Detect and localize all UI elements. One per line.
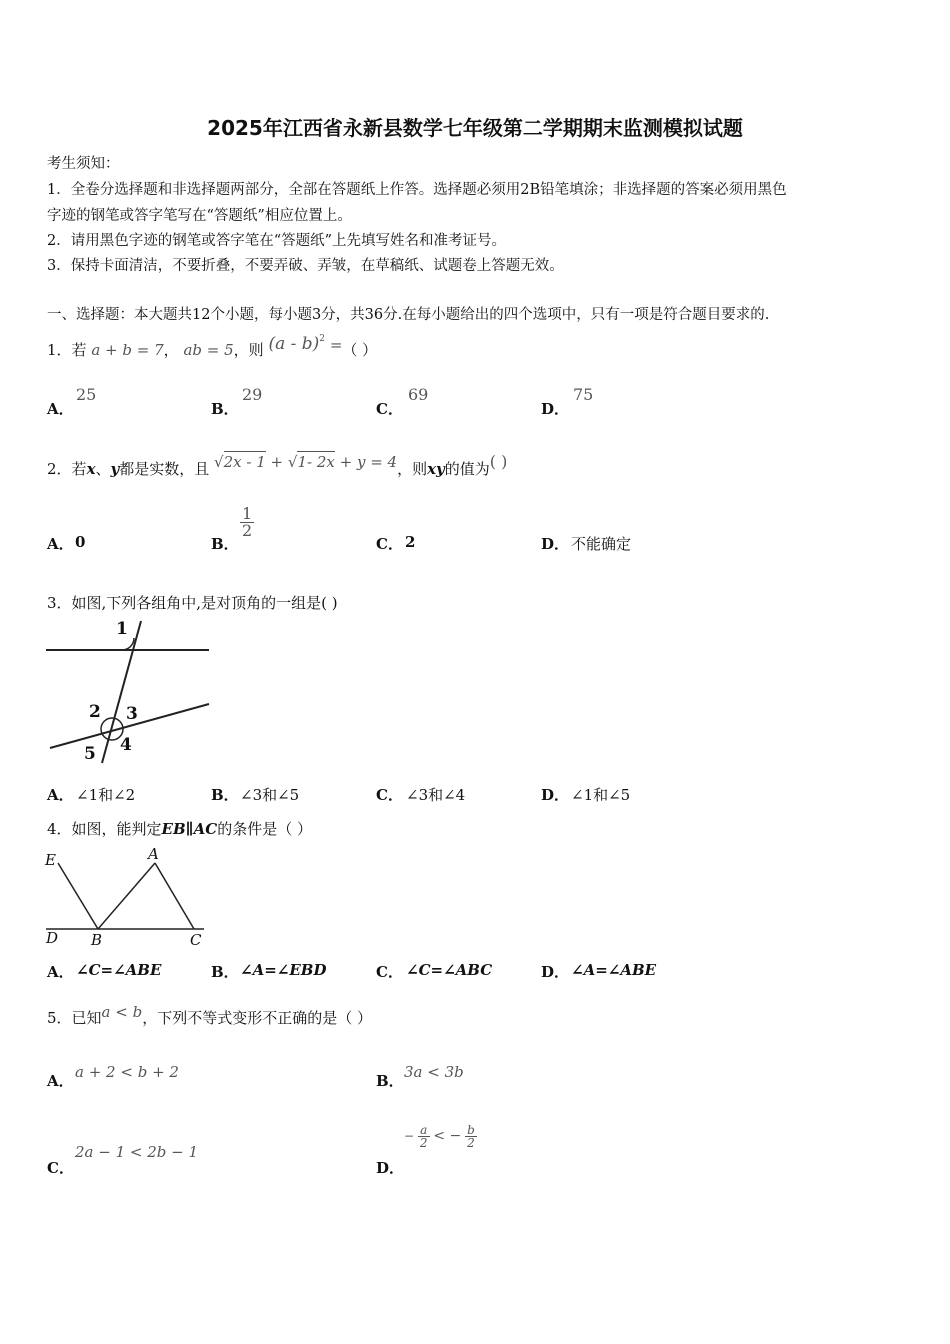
stem-text: ，则 [397,460,428,478]
numerator: 1 [242,504,253,523]
q3-option-b-value: ∠3和∠5 [240,786,300,804]
q5-option-c-value: 2a − 1 < 2b − 1 [75,1143,199,1161]
stem-text: （ ） [342,341,378,359]
math-expression: a < b [101,1003,143,1021]
less-than-sign: < − [433,1128,462,1144]
angle-label-2: 2 [89,702,101,722]
radicand: 1- 2x [297,453,335,471]
q2-option-c-letter[interactable]: C． [376,535,403,553]
question-2-stem [47,452,508,479]
angle-label-5: 5 [84,744,96,764]
q1-option-d-value: 75 [573,385,594,404]
question-number: 2． [47,460,72,478]
q4-option-a-value: ∠C=∠ABE [76,961,162,979]
stem-text: 若 [71,460,87,478]
point-label-b: B [91,931,103,949]
q2-option-d-value: 不能确定 [571,535,632,553]
q4-option-d-letter[interactable]: D． [541,963,570,981]
radicand: 2x - 1 [223,453,266,471]
question-4-stem [47,818,312,839]
segment-ba [98,863,155,929]
q3-option-d-letter[interactable]: D． [541,786,570,804]
q3-option-c-value: ∠3和∠4 [406,786,466,804]
q1-option-b-letter[interactable]: B． [211,400,239,418]
q2-option-c-value: 2 [405,533,416,551]
point-label-d: D [46,929,59,947]
q5-option-c-letter[interactable]: C． [47,1159,74,1177]
math-expression: ab = 5 [183,341,234,359]
notice-heading: 考生须知： [47,156,120,172]
stem-text: 的值为 [444,460,490,478]
numerator: b [467,1123,475,1137]
segment-ac [155,863,194,929]
q4-option-b-letter[interactable]: B． [211,963,239,981]
stem-text: ， [163,341,179,359]
page-title: 2025年江西省永新县数学七年级第二学期期末监测模拟试题 [207,116,743,140]
q4-triangle-figure [44,845,214,950]
q2-option-b-fraction [240,506,254,539]
stem-text: 都是实数，且 [119,460,210,478]
variable-x: x [86,460,96,478]
denominator: 2 [419,1136,428,1150]
exponent: 2 [319,334,326,344]
q5-option-d-letter[interactable]: D． [376,1159,405,1177]
angle-label-3: 3 [126,704,138,724]
q5-option-d-value [404,1124,477,1149]
section-heading: 一、选择题：本大题共12个小题，每小题3分，共36分.在每小题给出的四个选项中，只有一项是符合题目要求的. [47,307,770,323]
stem-text: 5．已知 [47,1009,102,1027]
q3-option-c-letter[interactable]: C． [376,786,403,804]
notice-line-4: 3．保持卡面清洁，不要折叠，不要弄破、弄皱，在草稿纸、试题卷上答题无效。 [47,258,564,274]
q1-option-b-value: 29 [242,385,263,404]
variable-xy: xy [427,460,445,478]
angle-label-1: 1 [116,619,128,639]
equals-sign: = [329,336,343,354]
question-3-stem: 3．如图,下列各组角中,是对顶角的一组是( ) [47,594,338,612]
math-expression: (a - b) [268,334,320,354]
stem-text: ，则 [233,341,264,359]
q3-option-b-letter[interactable]: B． [211,786,239,804]
q2-option-a-value: 0 [75,533,86,551]
point-label-e: E [45,851,56,869]
math-expression: a + b = 7 [91,341,164,359]
q1-option-c-letter[interactable]: C． [376,400,403,418]
point-label-a: A [148,845,159,863]
q3-option-a-value: ∠1和∠2 [76,786,136,804]
variable-y: y [110,460,120,478]
plus-sign: + [270,453,284,471]
notice-line-3: 2．请用黑色字迹的钢笔或答字笔在“答题纸”上先填写姓名和准考证号。 [47,233,507,249]
q2-option-b-letter[interactable]: B． [211,535,239,553]
numerator: a [418,1124,430,1137]
q2-option-d-letter[interactable]: D． [541,535,570,553]
q4-option-b-value: ∠A=∠EBD [240,961,327,979]
q2-option-a-letter[interactable]: A． [47,535,74,553]
angle-1-arc [122,638,134,650]
q5-option-a-letter[interactable]: A． [47,1072,74,1090]
radical-expression: √2x - 1 + √1- 2x + y = 4 [214,453,398,471]
minus-sign: − [404,1129,415,1143]
stem-text: 、 [95,460,111,478]
q1-option-c-value: 69 [408,385,429,404]
q1-option-d-letter[interactable]: D． [541,400,570,418]
q4-option-c-value: ∠C=∠ABC [406,961,493,979]
stem-text: ，下列不等式变形不正确的是（ ） [142,1009,372,1027]
stem-text: 若 [71,341,87,359]
math-expression: + y = 4 [339,453,398,471]
question-number: 1． [47,341,72,359]
q5-option-b-letter[interactable]: B． [376,1072,404,1090]
segment-eb [58,863,98,929]
question-1-stem [47,334,378,360]
q5-option-b-value: 3a < 3b [404,1063,464,1081]
notice-line-1: 1．全卷分选择题和非选择题两部分，全部在答题纸上作答。选择题必须用2B铅笔填涂；非选择题的答案必须用黑色 [47,182,787,198]
notice-line-2: 字迹的钢笔或答字笔写在“答题纸”相应位置上。 [47,208,352,224]
q3-option-d-value: ∠1和∠5 [571,786,631,804]
stem-text: 4．如图，能判定 [47,820,162,838]
q5-option-a-value: a + 2 < b + 2 [75,1063,179,1081]
q1-option-a-value: 25 [76,385,97,404]
q4-option-a-letter[interactable]: A． [47,963,74,981]
answer-parentheses: ( ) [489,452,508,471]
denominator: 2 [242,521,253,540]
stem-text: 的条件是（ ） [217,820,312,838]
q4-option-d-value: ∠A=∠ABE [571,961,657,979]
angle-label-4: 4 [120,735,132,755]
math-expression: EB∥AC [161,820,218,838]
point-label-c: C [190,931,202,949]
denominator: 2 [467,1136,475,1150]
q4-option-c-letter[interactable]: C． [376,963,403,981]
q3-option-a-letter[interactable]: A． [47,786,74,804]
question-5-stem [47,1003,372,1028]
q1-option-a-letter[interactable]: A． [47,400,74,418]
